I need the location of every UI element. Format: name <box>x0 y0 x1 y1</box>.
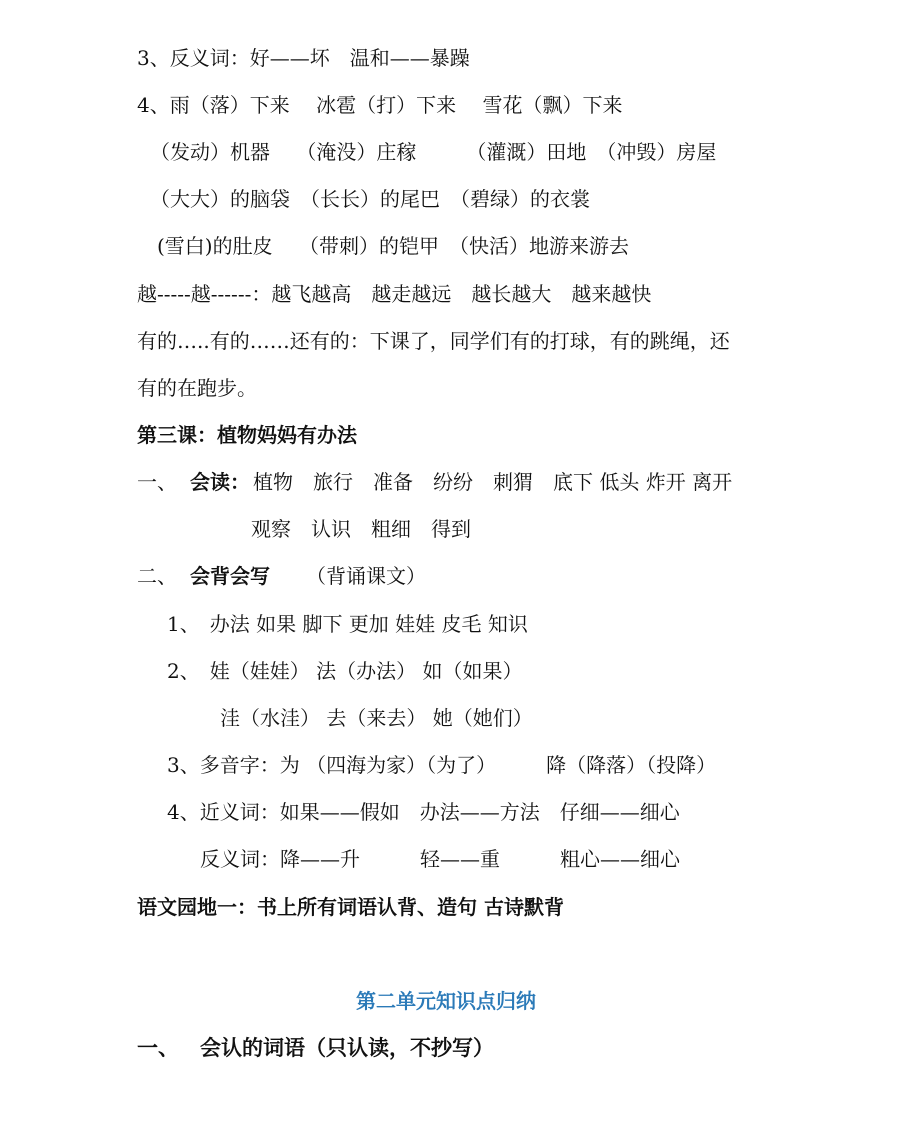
section-two-note: （背诵课文） <box>306 564 426 588</box>
garden-one-title: 语文园地一：书上所有词语认背、造句 古诗默背 <box>137 895 564 919</box>
polyphone-line: 3、多音字：为 （四海为家）（为了） 降（降落）（投降） <box>167 753 717 777</box>
antonyms-line-1: 3、反义词：好——坏 温和——暴躁 <box>137 46 470 70</box>
reading-words-line-2: 观察 认识 粗细 得到 <box>251 517 471 541</box>
character-words-line-1: 2、 娃（娃娃） 法（办法） 如（如果） <box>167 659 523 683</box>
youde-pattern-line-cont: 有的在跑步。 <box>137 376 257 400</box>
section-one-heading: 会读： <box>190 470 250 494</box>
synonyms-line: 4、近义词：如果——假如 办法——方法 仔细——细心 <box>167 800 680 824</box>
unit-two-section-number: 一、 <box>137 1036 179 1060</box>
unit-two-heading: 第二单元知识点归纳 <box>356 989 536 1013</box>
section-one-number: 一、 <box>137 470 177 494</box>
adjective-noun-line-2: (雪白)的肚皮 （带刺）的铠甲 （快活）地游来游去 <box>157 234 629 258</box>
antonyms-line-2: 反义词：降——升 轻——重 粗心——细心 <box>200 847 680 871</box>
unit-two-section-heading: 会认的词语（只认读，不抄写） <box>200 1036 494 1060</box>
reading-words-line-1: 植物 旅行 准备 纷纷 刺猬 底下 低头 炸开 离开 <box>253 470 733 494</box>
section-two-heading: 会背会写 <box>190 564 270 588</box>
yue-pattern-line: 越-----越------：越飞越高 越走越远 越长越大 越来越快 <box>137 282 652 306</box>
verb-object-line: （发动）机器 （淹没）庄稼 （灌溉）田地 （冲毁）房屋 <box>150 140 717 164</box>
character-words-line-2: 洼（水洼） 去（来去） 她（她们） <box>220 706 533 730</box>
lesson-three-title: 第三课：植物妈妈有办法 <box>137 423 357 447</box>
adjective-noun-line-1: （大大）的脑袋 （长长）的尾巴 （碧绿）的衣裳 <box>150 187 590 211</box>
verb-phrases-line: 4、雨（落）下来 冰雹（打）下来 雪花（飘）下来 <box>137 93 623 117</box>
section-two-number: 二、 <box>137 564 177 588</box>
writing-words-line: 1、 办法 如果 脚下 更加 娃娃 皮毛 知识 <box>167 612 528 636</box>
youde-pattern-line: 有的…..有的……还有的：下课了，同学们有的打球，有的跳绳，还 <box>137 329 730 353</box>
